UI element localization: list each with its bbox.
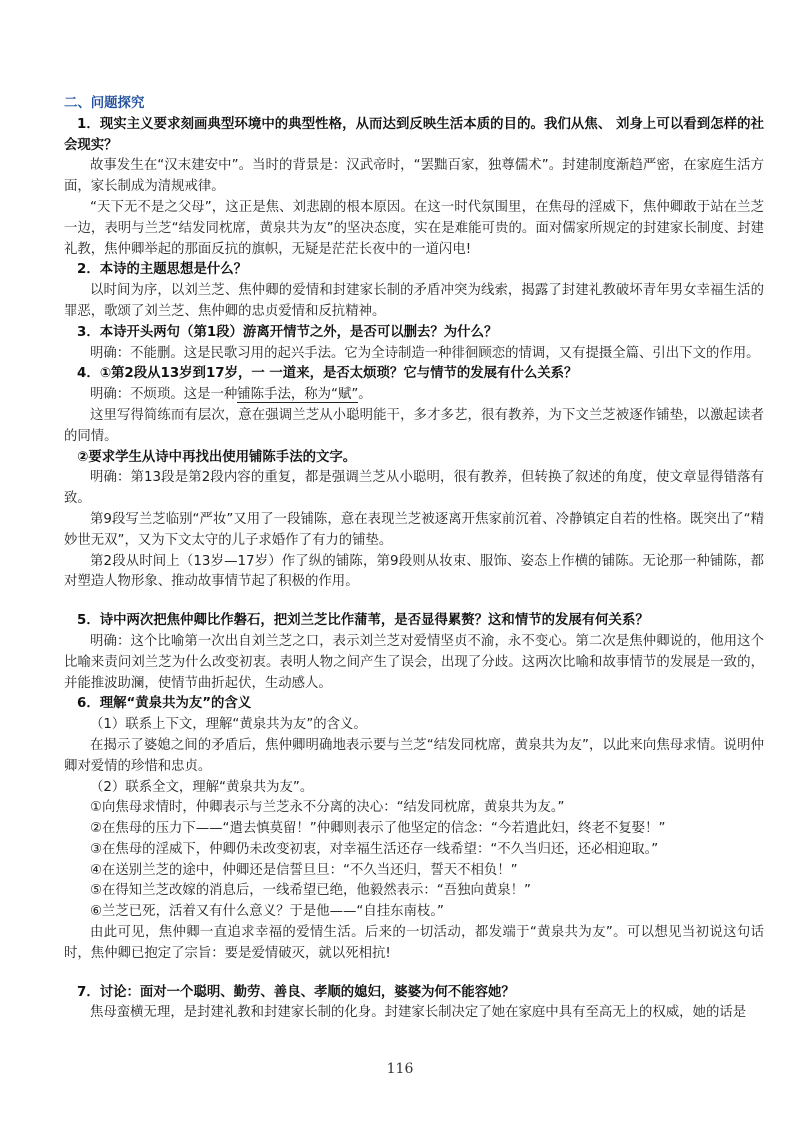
page-number: 116: [386, 1061, 414, 1077]
underlined-term: 铺陈手法，称为“赋”: [237, 387, 359, 403]
question-3-answer: 明确：不能删。这是民歌习用的起兴手法。它为全诗制造一种徘徊顾恋的情调，又有提摄全篇、引出下文的作用。: [90, 345, 760, 361]
question-2-title: 2．本诗的主题思想是什么？: [77, 262, 248, 278]
question-7-title: 7．讨论：面对一个聪明、勤劳、善良、孝顺的媳妇，婆婆为何不能容她？: [77, 984, 515, 1000]
question-4-answer: [64, 385, 764, 406]
question-4-subtitle: ②要求学生从诗中再找出使用铺陈手法的文字。: [77, 449, 357, 465]
list-item: ③在焦母的淫威下，仲卿仍未改变初衷，对幸福生活还存一线希望：“不久当归还，还必相迎取。”: [90, 841, 659, 857]
question-4-title: 4．①第2段从13岁到17岁，一 一道来，是否太烦琐？它与情节的发展有什么关系？: [77, 366, 578, 382]
section-gap: [64, 593, 764, 611]
list-item: ⑤在得知兰芝改嫁的消息后，一线希望已绝，他毅然表示：“吾独向黄泉！”: [90, 883, 531, 899]
question-4-paragraph: 明确：第13段是第2段内容的重复，都是强调兰芝从小聪明，很有教养，但转换了叙述的角度，使文章显得错落有致。: [64, 470, 764, 507]
section-gap: [64, 965, 764, 983]
list-item: ①向焦母求情时，仲卿表示与兰芝永不分离的决心：“结发同枕席，黄泉共为友。”: [90, 800, 565, 816]
answer-prefix: 明确：不烦琐。这是一种: [90, 387, 238, 403]
section-title: 二、问题探究: [64, 96, 145, 111]
question-7-paragraph: 焦母蛮横无理，是封建礼教和封建家长制的化身。封建家长制决定了她在家庭中具有至高无上的权威，她的话是: [90, 1005, 747, 1021]
list-item: ⑥兰芝已死，活着又有什么意义？于是他——“自挂东南枝。”: [90, 904, 444, 920]
question-6-subquestion: （2）联系全文，理解“黄泉共为友”。: [90, 779, 314, 795]
question-5-answer: 明确：这个比喻第一次出自刘兰芝之口，表示刘兰芝对爱情坚贞不渝，永不变心。第二次是焦仲卿说的，他用这个比喻来责问刘兰芝为什么改变初衷。表明人物之间产生了误会，出现了分歧。这两次比喻和故事情节的发展是一致的，并能推波助澜，使情节曲折起伏，生动感人。: [64, 633, 764, 691]
list-item: ④在送别兰芝的途中，仲卿还是信誓旦旦：“不久当还归，誓天不相负！”: [90, 862, 518, 878]
question-1-paragraph: 故事发生在“汉末建安中”。当时的背景是：汉武帝时，“罢黜百家，独尊儒术”。封建制度渐趋严密，在家庭生活方面，家长制成为清规戒律。: [64, 158, 764, 195]
question-5-title: 5．诗中两次把焦仲卿比作磐石，把刘兰芝比作蒲苇，是否显得累赘？这和情节的发展有何关系？: [77, 613, 649, 629]
question-4-paragraph: 第2段从时间上（13岁—17岁）作了纵的铺陈，第9段则从妆束、服饰、姿态上作横的铺陈。无论那一种铺陈，都对塑造人物形象、推动故事情节起了积极的作用。: [64, 553, 764, 590]
answer-suffix: 。: [358, 387, 372, 403]
question-6-conclusion: 由此可见，焦仲卿一直追求幸福的爱情生活。后来的一切活动，都发端于“黄泉共为友”。可以想见当初说这句话时，焦仲卿已抱定了宗旨：要是爱情破灭，就以死相抗!: [64, 925, 764, 961]
question-6-paragraph: 在揭示了婆媳之间的矛盾后，焦仲卿明确地表示要与兰芝“结发同枕席，黄泉共为友”，以此来向焦母求情。说明仲卿对爱情的珍惜和忠贞。: [64, 737, 764, 774]
question-4-paragraph: 这里写得简练而有层次，意在强调兰芝从小聪明能干，多才多艺，很有教养，为下文兰芝被逐作铺垫，以激起读者的同情。: [64, 407, 764, 444]
list-item: ②在焦母的压力下——“遣去慎莫留！”仲卿则表示了他坚定的信念：“今若遣此妇，终老不复娶！”: [90, 821, 666, 837]
question-2-paragraph: 以时间为序，以刘兰芝、焦仲卿的爱情和封建家长制的矛盾冲突为线索，揭露了封建礼教破坏青年男女幸福生活的罪恶，歌颂了刘兰芝、焦仲卿的忠贞爱情和反抗精神。: [64, 283, 764, 319]
document-body: [64, 94, 764, 1024]
question-4-paragraph: 第9段写兰芝临别“严妆”又用了一段铺陈，意在表现兰芝被逐离开焦家前沉着、冷静镇定自若的性格。既突出了“精妙世无双”，又为下文太守的儿子求婚作了有力的铺垫。: [64, 511, 764, 548]
question-1-paragraph: “天下无不是之父母”，这正是焦、刘悲剧的根本原因。在这一时代氛围里，在焦母的淫威下，焦仲卿敢于站在兰芝一边，表明与兰芝“结发同枕席，黄泉共为友”的坚决态度，实在是难能可贵的。面对儒家所规定的封建家长制度、封建礼教，焦仲卿举起的那面反抗的旗帜，无疑是茫茫长夜中的一道闪电!: [64, 199, 764, 257]
question-6-title: 6．理解“黄泉共为友”的含义: [77, 696, 252, 712]
question-1-title: 1．现实主义要求刻画典型环境中的典型性格，从而达到反映生活本质的目的。我们从焦、 刘身上可以看到怎样的社会现实？: [64, 116, 764, 153]
question-6-subquestion: （1）联系上下文，理解“黄泉共为友”的含义。: [90, 717, 367, 733]
question-3-title: 3．本诗开头两句（第1段）游离开情节之外，是否可以删去？为什么？: [77, 324, 498, 340]
